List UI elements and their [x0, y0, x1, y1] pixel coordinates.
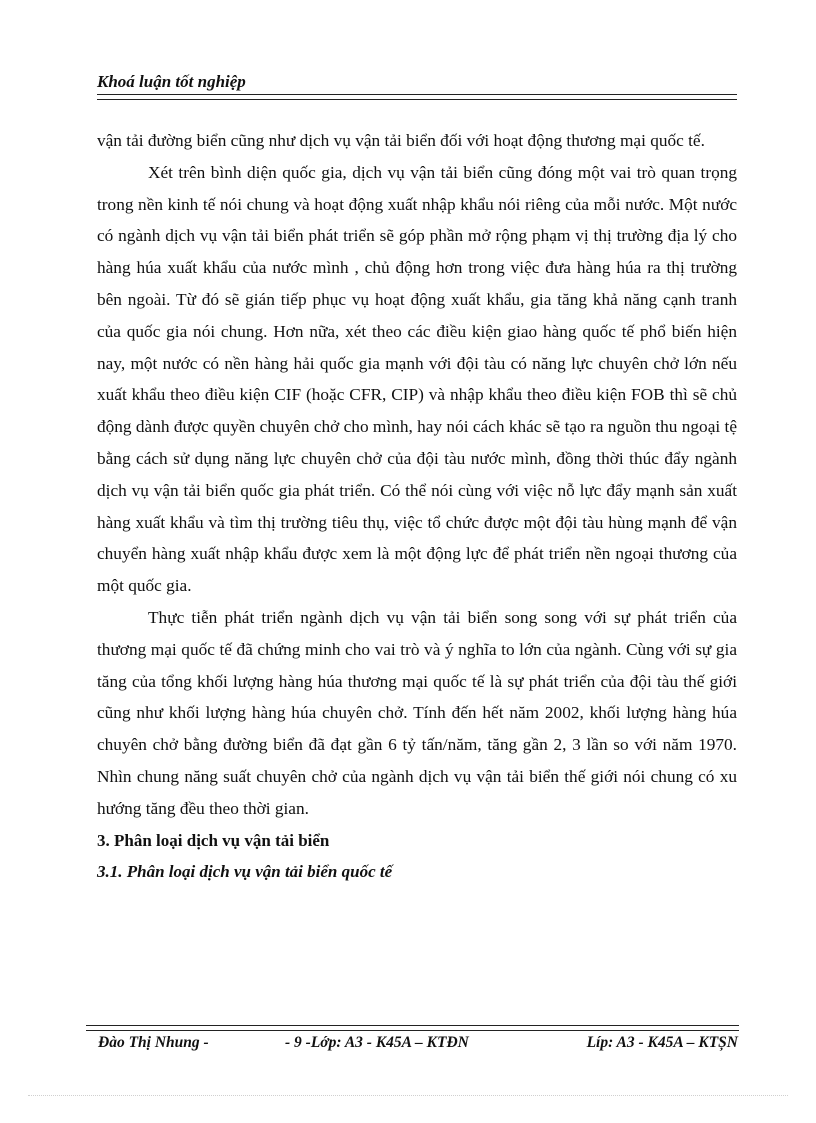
paragraph-national-role: Xét trên bình diện quốc gia, dịch vụ vận tải biển cũng đóng một vai trò quan trọng trong nền kinh tế nói chung và hoạt động xuất nhập khẩu nói riêng của mỗi nước. Một nước có ngành dịch vụ vận tải biển phát triển sẽ góp phần mở rộng phạm vị thị trường địa lý cho hàng húa xuất khẩu của nước mình , chủ động hơn trong việc đưa hàng húa ra thị trường bên ngoài. Từ đó sẽ gián tiếp phục vụ hoạt động xuất khẩu, gia tăng khả năng cạnh tranh của quốc gia nói chung. Hơn nữa, xét theo các điều kiện giao hàng quốc tế phổ biến hiện nay, một nước có nền hàng hải quốc gia mạnh với đội tàu có năng lực chuyên chở lớn nếu xuất khẩu theo điều kiện CIF (hoặc CFR, CIP) và nhập khẩu theo điều kiện FOB thì sẽ chủ động dành được quyền chuyên chở cho mình, hay nói cách khác sẽ tạo ra nguồn thu ngoại tệ bằng cách sử dụng năng lực chuyên chở của đội tàu nước mình, đồng thời thúc đẩy ngành dịch vụ vận tải biển quốc gia phát triển. Có thể nói cùng với việc nỗ lực đẩy mạnh sản xuất hàng xuất khẩu và tìm thị trường tiêu thụ, việc tổ chức được một đội tàu hùng mạnh để vận chuyển hàng xuất nhập khẩu được xem là một động lực để phát triển nền ngoại thương của một quốc gia. — [97, 162, 737, 596]
header-double-rule — [97, 94, 737, 100]
paragraph-practice-development: Thực tiễn phát triển ngành dịch vụ vận tải biển song song với sự phát triển của thương mại quốc tế đã chứng minh cho vai trò và ý nghĩa to lớn của ngành. Cùng với sự gia tăng của tổng khối lượng hàng húa thương mại quốc tế là sự phát triển của đội tàu thế giới cũng như khối lượng hàng húa chuyên chở. Tính đến hết năm 2002, khối lượng hàng húa chuyên chở bằng đường biển đã đạt gần 6 tỷ tấn/năm, tăng gần 2, 3 lần so với năm 1970. Nhìn chung năng suất chuyên chở của ngành dịch vụ vận tải biển thế giới nói chung có xu hướng tăng đều theo thời gian. — [97, 607, 737, 818]
subsection-heading-3-1: 3.1. Phân loại dịch vụ vận tải biển quốc tế — [97, 862, 393, 882]
footer-page-class: - 9 -Lớp: A3 - K45A – KTĐN — [285, 1034, 469, 1051]
footer-class-right: Líp: A3 - K45A – KTȘN — [586, 1034, 738, 1051]
footer-author: Đào Thị Nhung - — [98, 1034, 209, 1051]
section-heading-3: 3. Phân loại dịch vụ vận tải biển — [97, 830, 330, 850]
page-body — [97, 125, 737, 888]
paragraph-continuation: vận tải đường biển cũng như dịch vụ vận tải biển đối với hoạt động thương mại quốc tế. — [97, 131, 705, 150]
footer-double-rule — [86, 1025, 739, 1031]
page-bottom-edge — [28, 1095, 788, 1096]
header-title: Khoá luận tốt nghiệp — [97, 72, 246, 91]
page-header — [97, 72, 737, 92]
